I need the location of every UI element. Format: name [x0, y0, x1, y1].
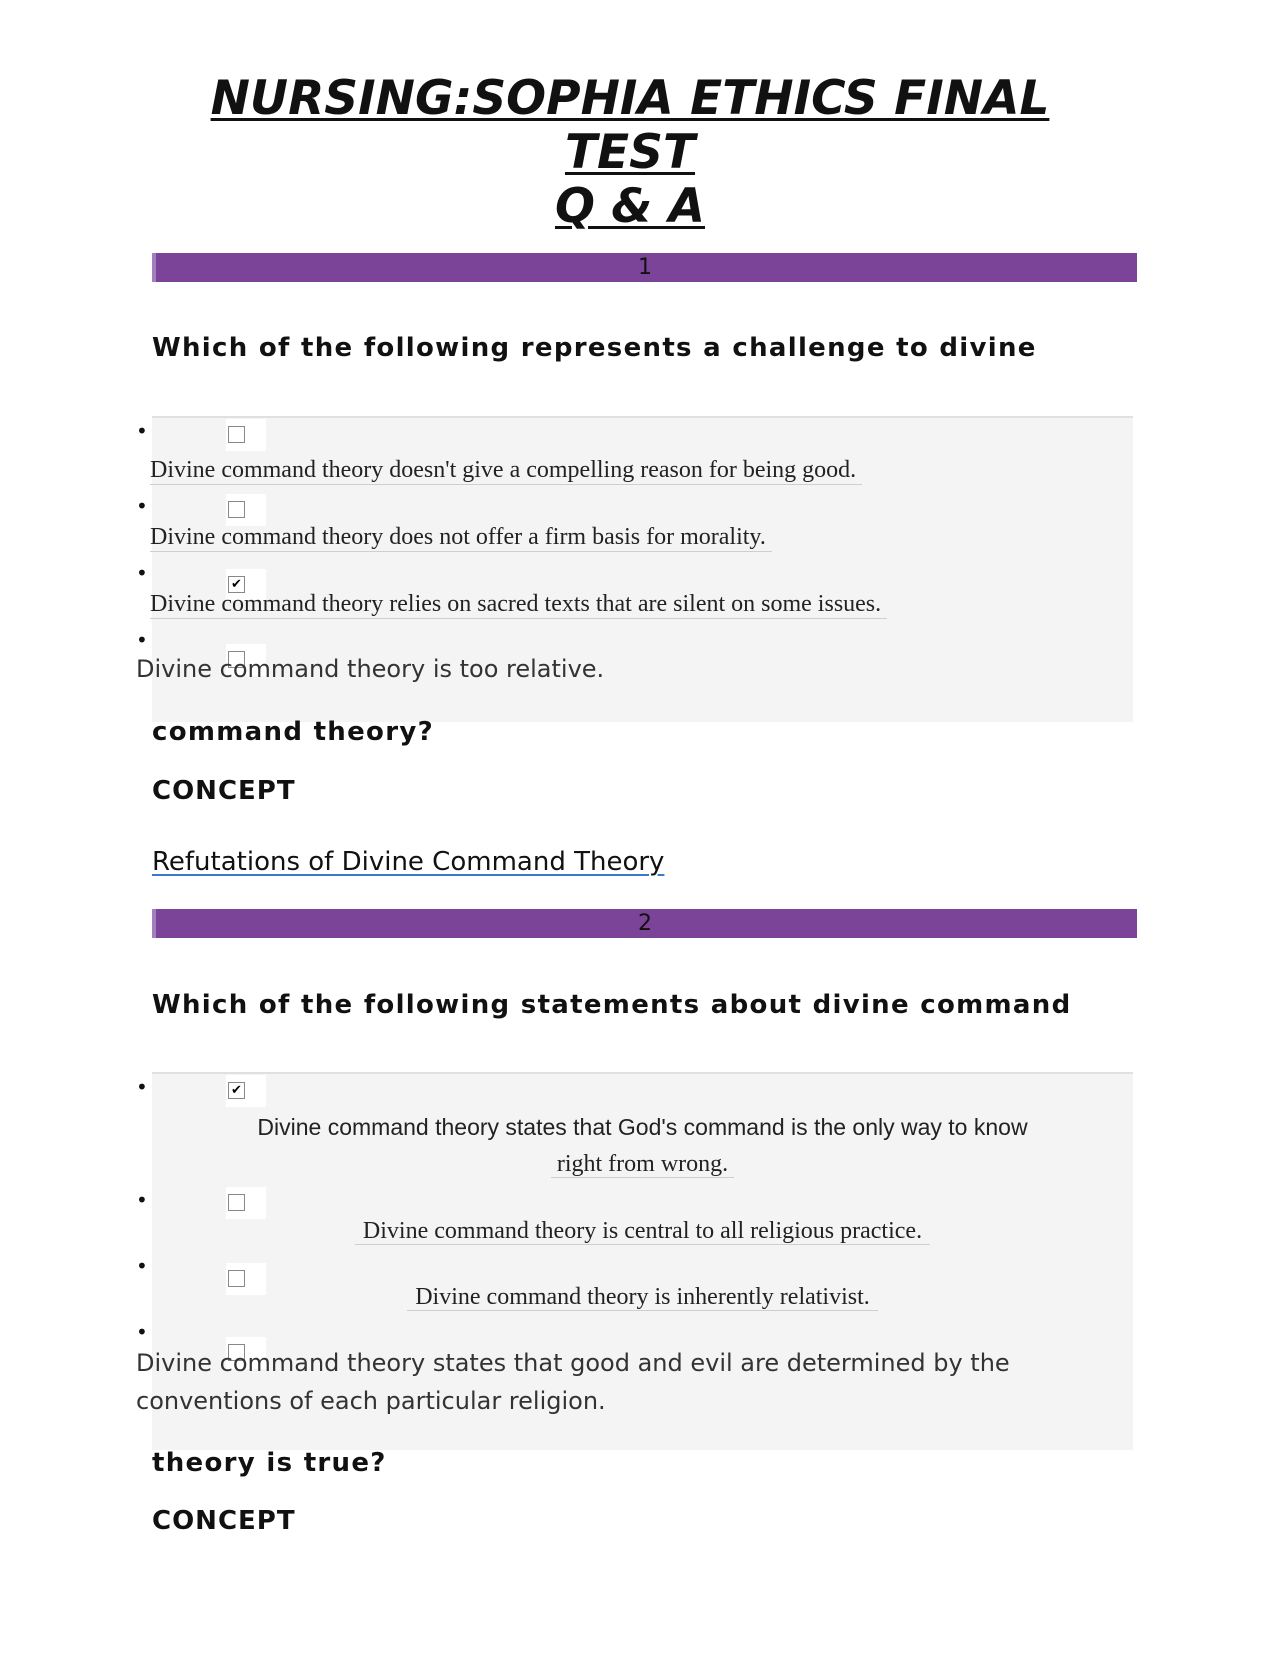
document-title — [140, 72, 1120, 234]
q2-option-2-label[interactable]: Divine command theory is central to all religious practice. — [355, 1218, 930, 1245]
q2-option-3-label-row — [152, 1284, 1133, 1311]
question-1-heading-continued: command theory? — [152, 717, 434, 747]
question-1-number-bar — [152, 253, 1137, 282]
bullet — [136, 496, 148, 516]
question-2-concept-label: CONCEPT — [152, 1506, 296, 1536]
bullet — [136, 1077, 148, 1097]
question-2-heading-continued: theory is true? — [152, 1448, 387, 1478]
title-line-2: Q & A — [554, 179, 706, 234]
bullet — [136, 1322, 148, 1342]
checkbox-icon — [228, 426, 245, 443]
q2-option-1-label-line-2[interactable]: right from wrong. — [551, 1151, 734, 1178]
title-line-1: NURSING:SOPHIA ETHICS FINAL TEST — [210, 71, 1050, 180]
q1-option-1-label[interactable]: Divine command theory doesn't give a compelling reason for being good. — [150, 457, 862, 485]
q2-option-4-label-line-2[interactable]: conventions of each particular religion. — [136, 1387, 606, 1415]
q1-option-2-label[interactable]: Divine command theory does not offer a firm basis for morality. — [150, 524, 772, 552]
q1-option-2-checkbox[interactable] — [226, 494, 266, 526]
q2-option-2-checkbox[interactable] — [226, 1187, 266, 1219]
q1-option-4-label[interactable]: Divine command theory is too relative. — [136, 655, 605, 683]
question-2-heading: Which of the following statements about divine command — [152, 990, 1072, 1020]
q2-option-2-label-row — [152, 1218, 1133, 1245]
q1-option-1-checkbox[interactable] — [226, 419, 266, 451]
question-2-number: 2 — [638, 911, 652, 936]
question-1-heading: Which of the following represents a challenge to divine — [152, 333, 1037, 363]
q1-option-3-label[interactable]: Divine command theory relies on sacred texts that are silent on some issues. — [150, 591, 887, 619]
concept-link[interactable]: Refutations of Divine Command Theory — [152, 847, 665, 877]
checkbox-icon — [228, 501, 245, 518]
q2-option-1-label-line-2-row — [152, 1151, 1133, 1178]
question-1-number: 1 — [638, 255, 652, 280]
q2-option-3-label[interactable]: Divine command theory is inherently relativist. — [407, 1284, 878, 1311]
q2-option-1-label-line-1[interactable]: Divine command theory states that God's command is the only way to know — [257, 1114, 1028, 1140]
bullet — [136, 1190, 148, 1210]
bullet — [136, 563, 148, 583]
checkmark-icon: ✔ — [228, 576, 245, 593]
bullet — [136, 421, 148, 441]
question-2-number-bar — [152, 909, 1137, 938]
q2-option-1-checkbox[interactable] — [226, 1075, 266, 1107]
bullet — [136, 1256, 148, 1276]
checkbox-icon — [228, 1194, 245, 1211]
checkmark-icon: ✔ — [228, 1082, 245, 1099]
bullet — [136, 630, 148, 650]
q2-option-4-label-line-1[interactable]: Divine command theory states that good and evil are determined by the — [136, 1349, 1010, 1377]
question-1-concept-label: CONCEPT — [152, 776, 296, 806]
